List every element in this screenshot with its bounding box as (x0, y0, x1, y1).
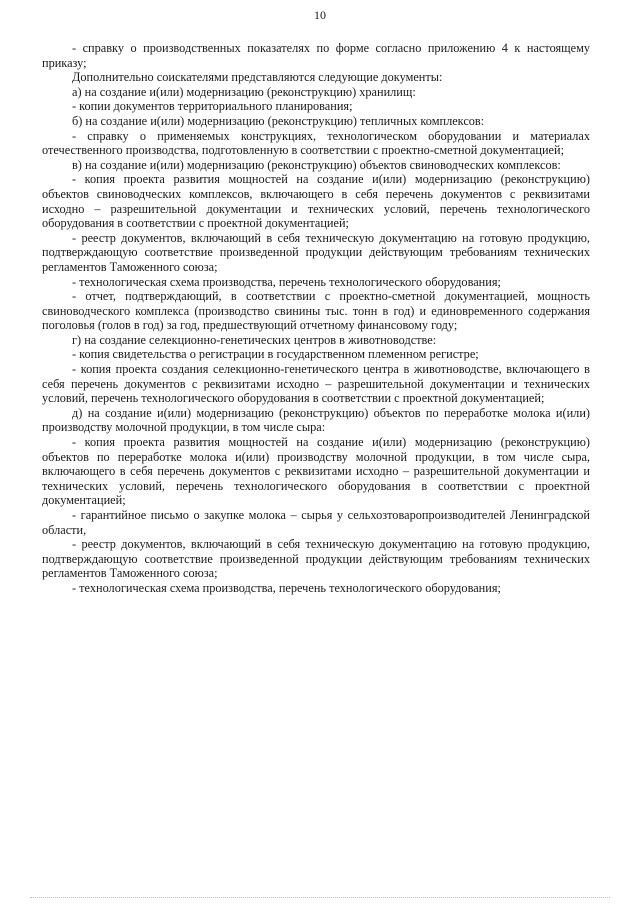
paragraph: - копия проекта развития мощностей на создание и(или) модернизацию (реконструкцию) объектов по переработке молока и(или) производству молочной продукции, в том числе сыра, включающего в себя перечень документов с реквизитами исходно – разрешительной документации и технических условий, перечень технологического оборудования в соответствии с проектной документацией; (42, 435, 590, 508)
paragraph: д) на создание и(или) модернизацию (реконструкцию) объектов по переработке молока и(или) производству молочной продукции, в том числе сыра: (42, 405, 590, 435)
paragraph: - реестр документов, включающий в себя техническую документацию на готовую продукцию, подтверждающую соответствие произведенной продукции действующим требованиям технических регламентов Таможенного союза; (42, 537, 590, 581)
page-number: 10 (314, 8, 326, 22)
paragraph: - отчет, подтверждающий, в соответствии с проектно-сметной документацией, мощность свиноводческого комплекса (производство свинины тыс. тонн в год) и единовременного содержания поголовья (голов в год) за год, предшествующий отчетному финансовому году; (42, 289, 590, 333)
paragraph: - гарантийное письмо о закупке молока – сырья у сельхозтоваропроизводителей Ленинградской области, (42, 508, 590, 537)
paragraph: а) на создание и(или) модернизацию (реконструкцию) хранилищ: (72, 84, 416, 99)
paragraph: - технологическая схема производства, перечень технологического оборудования; (72, 274, 501, 289)
document-body (42, 41, 590, 596)
paragraph: - копия свидетельства о регистрации в государственном племенном регистре; (72, 347, 479, 362)
paragraph: - копии документов территориального планирования; (72, 99, 353, 114)
paragraph: - справку о производственных показателях по форме согласно приложению 4 к настоящему приказу; (42, 41, 590, 70)
paragraph: в) на создание и(или) модернизацию (реконструкцию) объектов свиноводческих комплексов: (72, 157, 561, 172)
scan-divider (30, 897, 610, 899)
paragraph: Дополнительно соискателями представляются следующие документы: (72, 70, 443, 85)
paragraph: - справку о применяемых конструкциях, технологическом оборудовании и материалах отечественного производства, подготовленную в соответствии с проектно-сметной документацией; (42, 128, 590, 158)
paragraph: - копия проекта развития мощностей на создание и(или) модернизацию (реконструкцию) объектов свиноводческих комплексов, включающего в себя перечень документов с реквизитами исходно – разрешительной документации и технических условий, перечень технологического оборудования в соответствии с проектной документацией; (42, 172, 590, 231)
paragraph: - технологическая схема производства, перечень технологического оборудования; (72, 580, 501, 595)
paragraph: - копия проекта создания селекционно-генетического центра в животноводстве, включающего в себя перечень документов с реквизитами исходно – разрешительной документации и технических условий, перечень технологического оборудования в соответствии с проектной документацией; (42, 362, 590, 406)
paragraph: г) на создание селекционно-генетических центров в животноводстве: (72, 332, 437, 347)
paragraph: - реестр документов, включающий в себя техническую документацию на готовую продукцию, подтверждающую соответствие произведенной продукции действующим требованиям технических регламентов Таможенного союза; (42, 230, 590, 274)
paragraph: б) на создание и(или) модернизацию (реконструкцию) тепличных комплексов: (72, 113, 485, 128)
